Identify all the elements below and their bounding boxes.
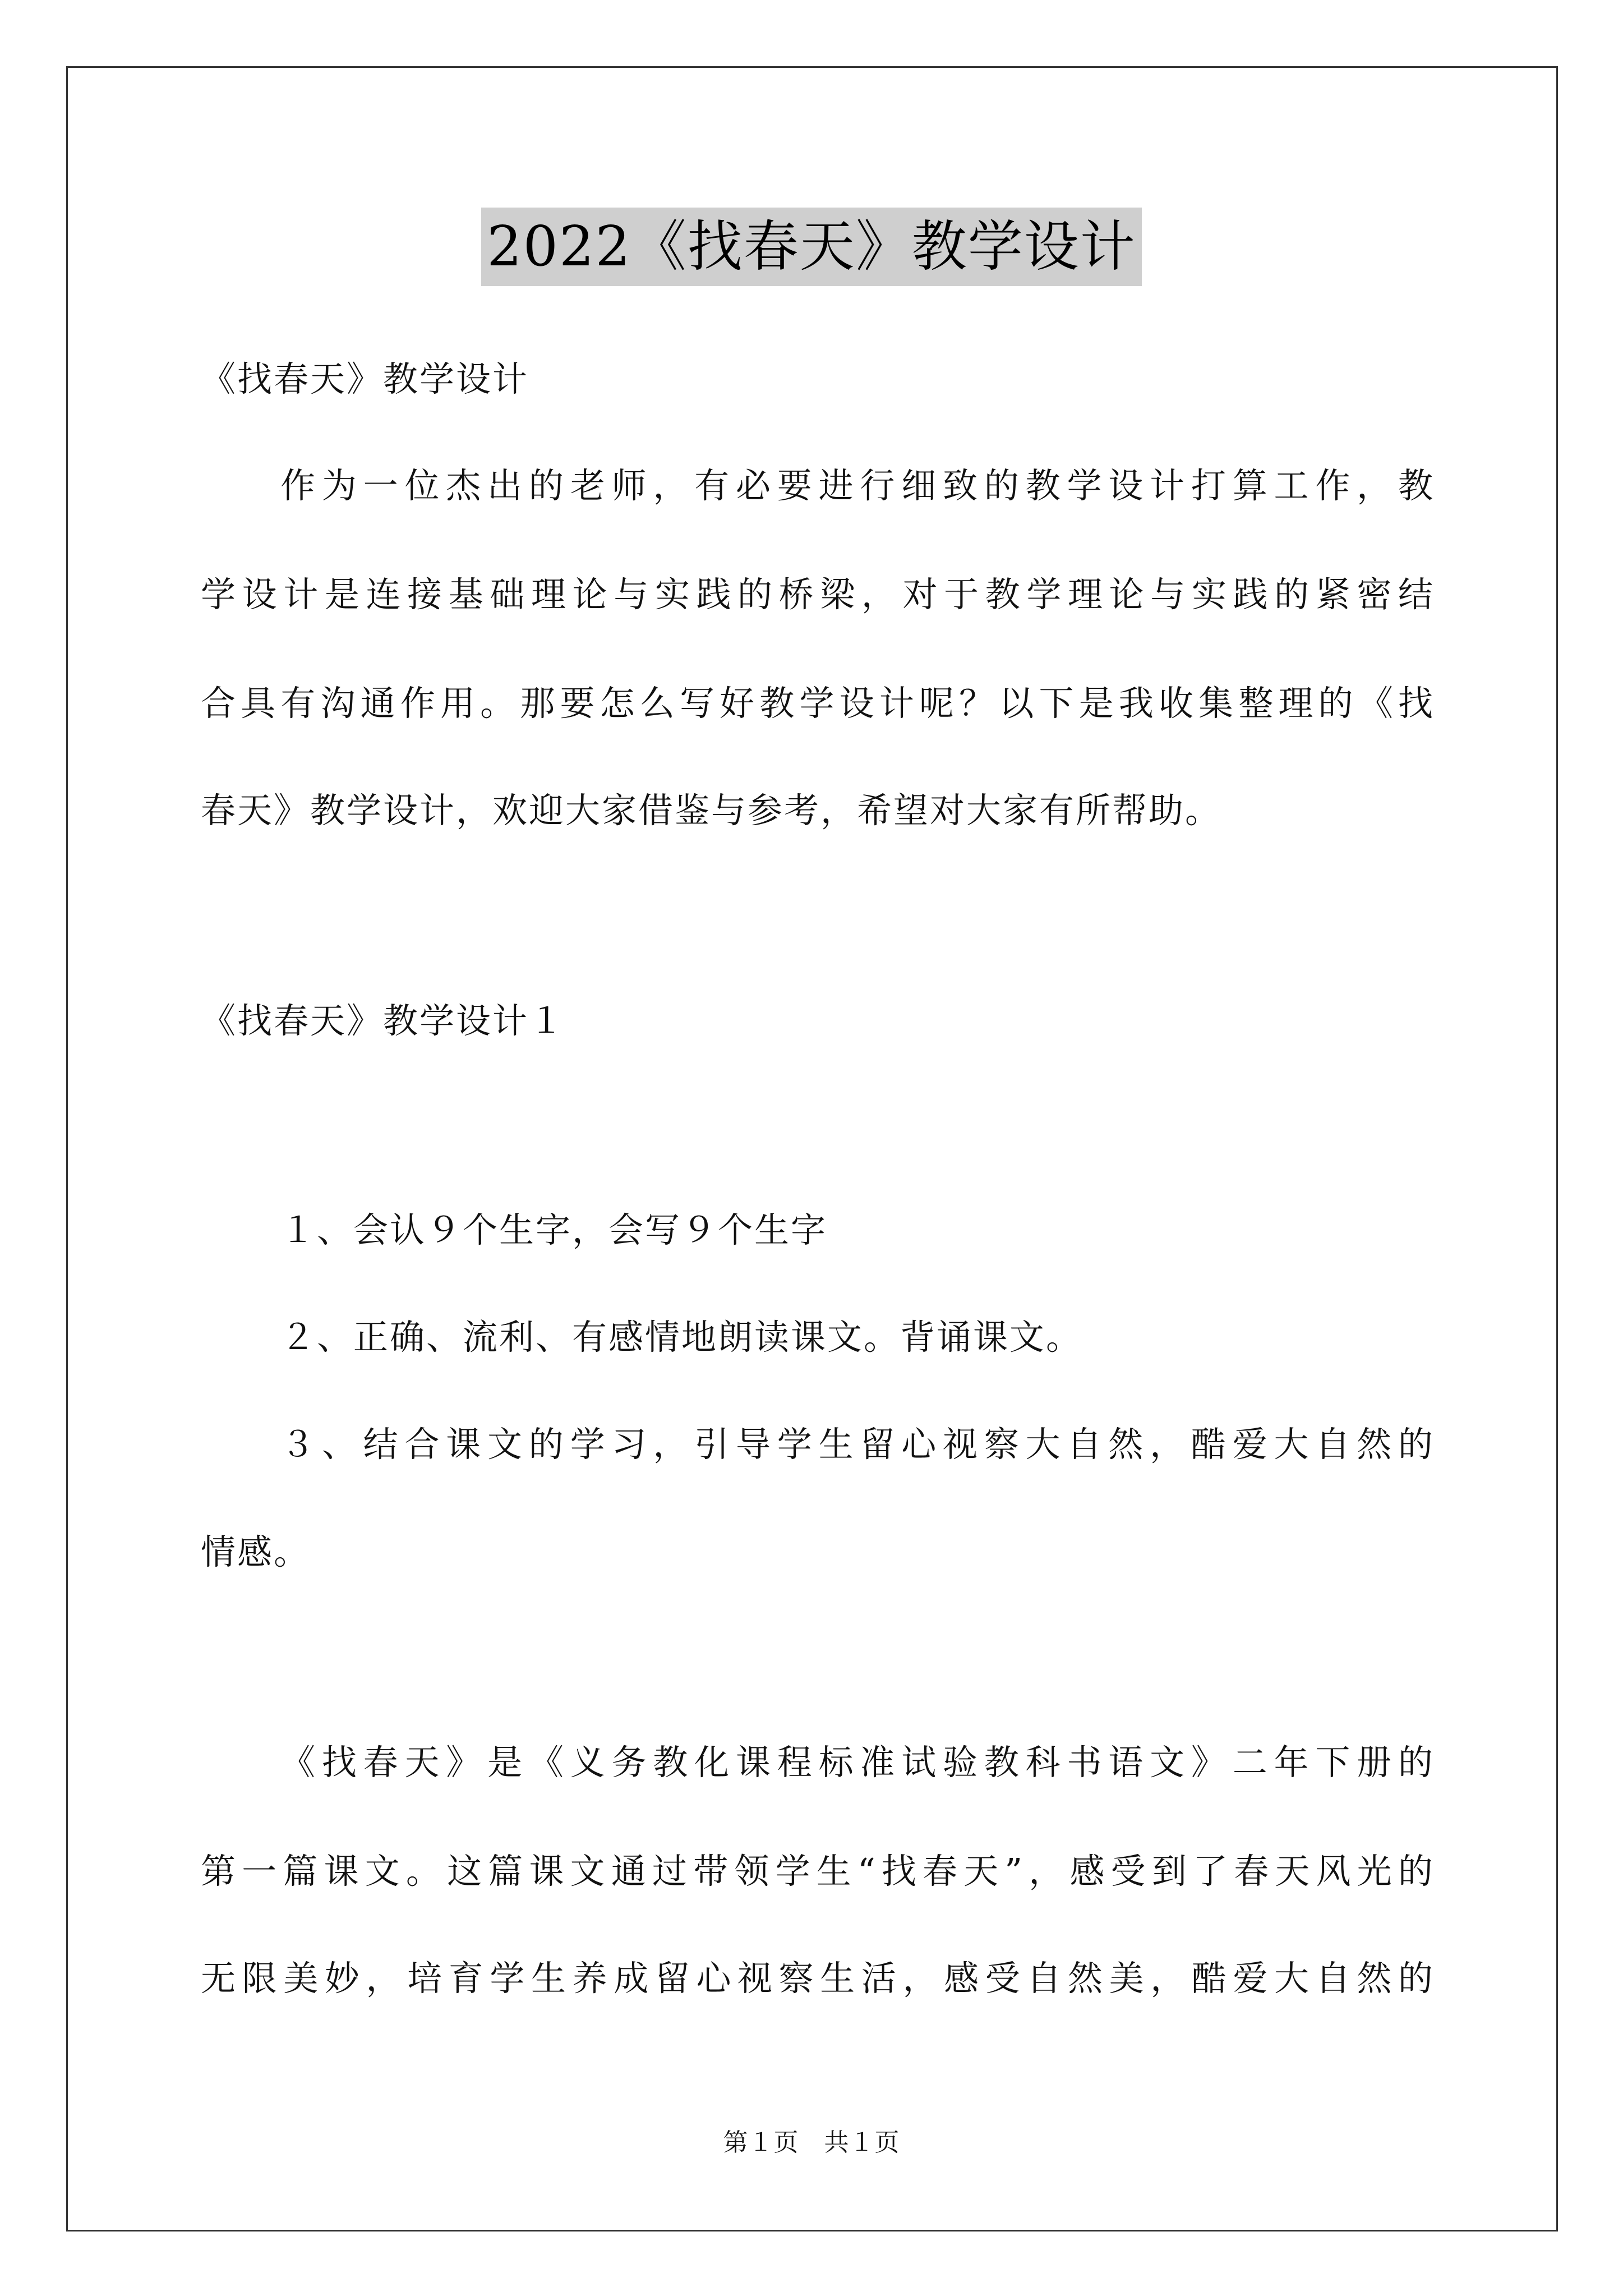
paragraph-line: 无限美妙，培育学生养成留心视察生活，感受自然美，酷爱大自然的: [201, 1958, 1435, 1999]
goal-item: ３、结合课文的学习，引导学生留心视察大自然，酷爱大自然的: [280, 1424, 1435, 1465]
paragraph-line: 作为一位杰出的老师，有必要进行细致的教学设计打算工作，教: [280, 465, 1435, 506]
paragraph-line: 合具有沟通作用。那要怎么写好教学设计呢？以下是我收集整理的《找: [201, 683, 1435, 724]
goal-item-continuation: 情感。: [201, 1531, 311, 1572]
paragraph-line: 春天》教学设计，欢迎大家借鉴与参考，希望对大家有所帮助。: [201, 790, 1222, 831]
title-container: [0, 208, 1623, 286]
page-footer: 第１页 共１页: [723, 2128, 900, 2157]
goal-item: ２、正确、流利、有感情地朗读课文。背诵课文。: [280, 1317, 1083, 1358]
document-title: 2022《找春天》教学设计: [481, 208, 1141, 286]
section-heading: 《找春天》教学设计: [201, 358, 529, 399]
paragraph-line: 第一篇课文。这篇课文通过带领学生“找春天”，感受到了春天风光的: [201, 1851, 1435, 1892]
paragraph-line: 学设计是连接基础理论与实践的桥梁，对于教学理论与实践的紧密结: [201, 574, 1435, 615]
goal-item: １、会认９个生字，会写９个生字: [280, 1209, 828, 1250]
paragraph-line: 《找春天》是《义务教化课程标准试验教科书语文》二年下册的: [280, 1742, 1435, 1783]
section-heading: 《找春天》教学设计１: [201, 1000, 566, 1041]
